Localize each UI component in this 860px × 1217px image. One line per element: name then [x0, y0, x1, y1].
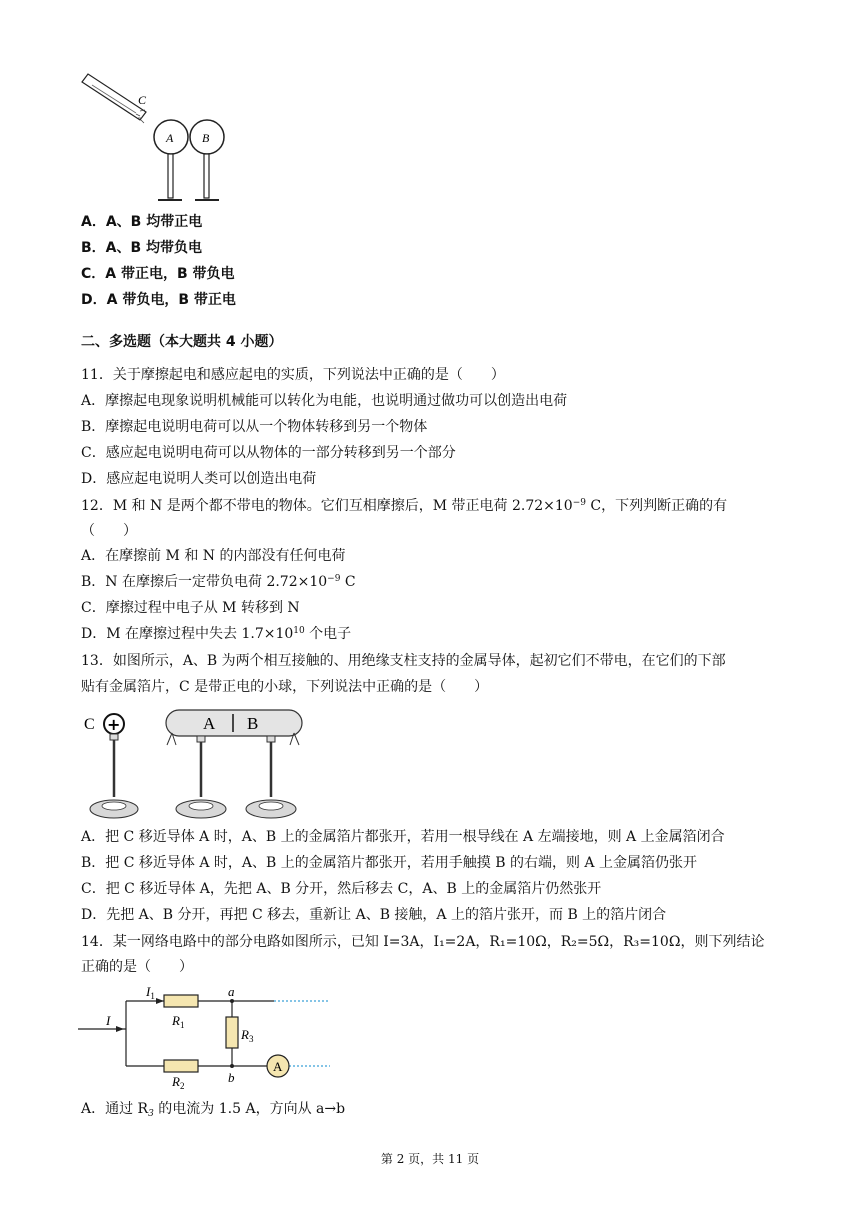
resistor-r1	[164, 995, 198, 1007]
q10-option-c: C．A 带正电，B 带负电	[81, 266, 235, 282]
label-node-b: b	[228, 1070, 235, 1085]
sphere-a-label: A	[166, 131, 174, 145]
q13-option-a: A．把 C 移近导体 A 时，A、B 上的金属箔片都张开，若用一根导线在 A 左端接地，则 A 上金属箔闭合	[81, 829, 725, 845]
q13-option-d: D．先把 A、B 分开，再把 C 移去，重新让 A、B 接触，A 上的箔片张开，而 B 上的箔片闭合	[81, 907, 667, 923]
conductor-ab	[166, 710, 302, 736]
ammeter-label: A	[273, 1059, 283, 1074]
q11-option-a: A．摩擦起电现象说明机械能可以转化为电能，也说明通过做功可以创造出电荷	[81, 393, 568, 409]
q12-stem-cont: （ ）	[81, 523, 137, 539]
q10-figure	[78, 72, 238, 208]
q14-circuit-figure	[78, 982, 338, 1092]
charged-rod	[82, 74, 146, 123]
q11-option-d: D．感应起电说明人类可以创造出电荷	[81, 471, 317, 487]
resistor-r2	[164, 1060, 198, 1072]
q11-option-c: C．感应起电说明电荷可以从物体的一部分转移到另一个部分	[81, 445, 456, 461]
rod-label: C	[138, 93, 147, 107]
q12-stem: 12．M 和 N 是两个都不带电的物体。它们互相摩擦后，M 带正电荷 $2.72\times 10^{-9}$ C，下列判断正确的有	[81, 498, 728, 514]
q13-stem: 13．如图所示，A、B 为两个相互接触的、用绝缘支柱支持的金属导体，起初它们不带电，在它们的下部	[81, 653, 726, 669]
page-footer: 第 2 页，共 11 页	[380, 1152, 480, 1166]
label-i1: $I_1$	[146, 984, 155, 1001]
label-r3: $R_3$	[241, 1027, 254, 1044]
q12-option-a: A．在摩擦前 M 和 N 的内部没有任何电荷	[81, 548, 346, 564]
q11-option-b: B．摩擦起电说明电荷可以从一个物体转移到另一个物体	[81, 419, 428, 435]
q13-figure	[80, 703, 310, 825]
q10-option-b: B．A、B 均带负电	[81, 240, 203, 256]
ball-c-label: C	[84, 716, 95, 733]
q13-stem-cont: 贴有金属箔片，C 是带正电的小球，下列说法中正确的是（ ）	[81, 679, 489, 695]
q12-option-b: B．N 在摩擦后一定带负电荷 $2.72\times 10^{-9}$ C	[81, 574, 356, 590]
label-i: I	[106, 1013, 111, 1028]
q11-stem: 11．关于摩擦起电和感应起电的实质，下列说法中正确的是（ ）	[81, 367, 505, 383]
q14-stem: 14．某一网络电路中的部分电路如图所示，已知 I=3A，I₁=2A，R₁=10Ω，R₂=5Ω，R₃=10Ω，则下列结论	[81, 934, 765, 950]
plus-sign: +	[107, 715, 121, 734]
section-heading: 二、多选题（本大题共 4 小题）	[81, 334, 283, 350]
q13-option-b: B．把 C 移近导体 A 时，A、B 上的金属箔片都张开，若用手触摸 B 的右端，则 A 上金属箔仍张开	[81, 855, 697, 871]
label-r1: $R_1$	[172, 1013, 185, 1030]
q13-option-c: C．把 C 移近导体 A，先把 A、B 分开，然后移去 C，A、B 上的金属箔片仍然张开	[81, 881, 602, 897]
q12-option-d: D．M 在摩擦过程中失去 $1.7\times 10^{10}$ 个电子	[81, 626, 352, 642]
q14-option-a: A．通过 $R_3$ 的电流为 1.5 A，方向从 a→b	[81, 1101, 346, 1119]
q10-option-d: D．A 带负电，B 带正电	[81, 292, 236, 308]
conductor-a-label: A	[203, 714, 216, 733]
resistor-r3	[226, 1017, 238, 1048]
label-node-a: a	[228, 984, 235, 999]
q12-option-c: C．摩擦过程中电子从 M 转移到 N	[81, 600, 300, 616]
sphere-b-label: B	[202, 131, 210, 145]
q14-stem-cont: 正确的是（ ）	[81, 959, 193, 975]
label-r2: $R_2$	[172, 1074, 185, 1091]
q10-option-a: A．A、B 均带正电	[81, 214, 203, 230]
conductor-b-label: B	[247, 714, 259, 733]
